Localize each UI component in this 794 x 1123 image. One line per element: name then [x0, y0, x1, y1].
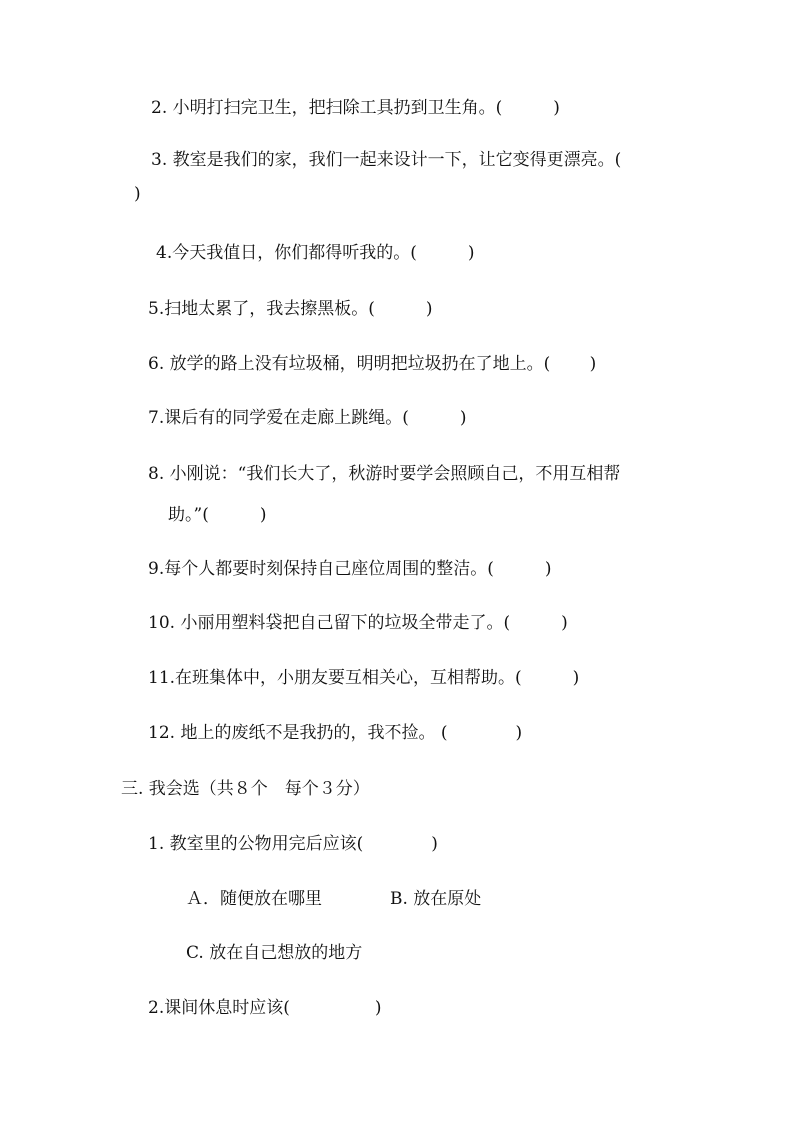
judge-item-9: 9.每个人都要时刻保持自己座位周围的整洁。( ): [148, 559, 552, 579]
question-1-stem: 1. 教室里的公物用完后应该( ): [148, 834, 438, 854]
judge-item-11: 11.在班集体中，小朋友要互相关心，互相帮助。( ): [148, 668, 580, 688]
judge-item-8-continued: 助。”( ): [168, 505, 267, 525]
judge-item-12: 12. 地上的废纸不是我扔的，我不捡。 ( ): [148, 723, 523, 743]
judge-item-2: 2. 小明打扫完卫生，把扫除工具扔到卫生角。( ): [151, 98, 560, 118]
judge-item-6: 6. 放学的路上没有垃圾桶，明明把垃圾扔在了地上。( ): [148, 354, 597, 374]
judge-item-5: 5.扫地太累了，我去擦黑板。( ): [148, 299, 433, 319]
judge-item-3-continued: ): [134, 184, 141, 204]
question-1-option-a: Ａ．随便放在哪里: [186, 889, 322, 909]
judge-item-10: 10. 小丽用塑料袋把自己留下的垃圾全带走了。( ): [148, 613, 568, 633]
section-heading: 三. 我会选（共８个 每个３分）: [121, 779, 370, 799]
question-1-option-c: C. 放在自己想放的地方: [186, 943, 363, 963]
judge-item-7: 7.课后有的同学爱在走廊上跳绳。( ): [148, 408, 467, 428]
judge-item-8: 8. 小刚说：“我们长大了，秋游时要学会照顾自己，不用互相帮: [148, 464, 621, 484]
judge-item-4: 4.今天我值日，你们都得听我的。( ): [156, 243, 475, 263]
question-2-stem: 2.课间休息时应该( ): [148, 998, 382, 1018]
question-1-option-b: B. 放在原处: [390, 889, 482, 909]
judge-item-3: 3. 教室是我们的家，我们一起来设计一下，让它变得更漂亮。(: [151, 150, 622, 170]
